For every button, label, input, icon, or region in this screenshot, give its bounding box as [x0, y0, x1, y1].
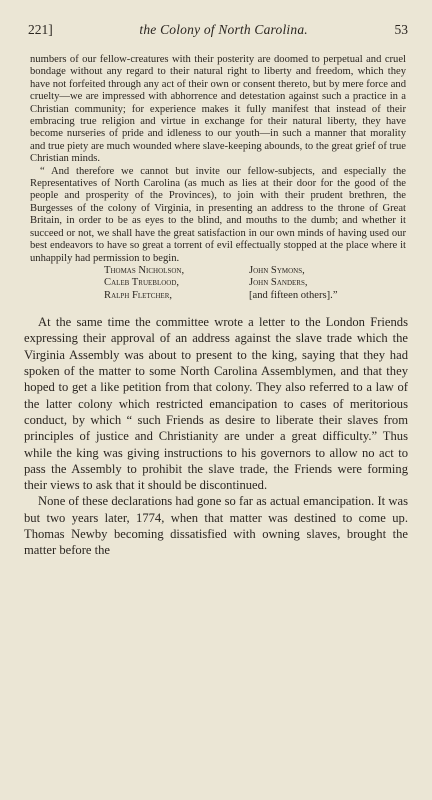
- signature-row: [104, 265, 408, 277]
- page-reference: 221]: [28, 22, 53, 37]
- running-header: [28, 22, 408, 46]
- signatory-note: [and fifteen others].”: [249, 289, 338, 301]
- page-number: 53: [394, 22, 408, 37]
- signatory: Caleb Trueblood,: [104, 277, 180, 289]
- quote-paragraph-1: numbers of our fellow-creatures with their posterity are doomed to perpetual and cruel bondage without any regard to their natural right to liberty and freedom, which they have not forfeited through any act of their own or consent thereto, but by mere force and cruelty—we are impressed with abhorrence and detestation against such a practice in a Christian community; for experience makes it fully manifest that instead of their embracing true religion and virtue in exchange for their natural liberty, they have become nurseries of pride and idleness to our youth—in such a manner that morality and true piety are much wounded where slave-keeping abounds, to the great grief of true Christian minds.: [30, 54, 406, 165]
- book-page: [24, 22, 408, 559]
- signature-row: [104, 290, 408, 302]
- body-paragraph-1: At the same time the committee wrote a letter to the London Friends expressing their approval of an address against the slave trade which the Virginia Assembly was about to present to the king, saying that they had spoken of the matter to some North Carolina Assemblymen, and that they hoped to get a like petition from that colony. They also referred to a law of the latter colony which restricted emancipation to cases of meritorious conduct, by which “ such Friends as desire to liberate their slaves from principles of justice and Christianity are under a great difficulty.” Thus while the king was giving instructions to his governors to allow no act to pass the Assembly to prohibit the slave trade, the Friends were forming their views to ask that it should be discontinued.: [24, 315, 408, 493]
- running-title: the Colony of North Carolina.: [139, 22, 308, 37]
- quote-paragraph-2: “ And therefore we cannot but invite our fellow-subjects, and especially the Representatives of North Carolina (as much as lies at their door for the good of the people and prosperity of the Provinces), to join with their prudent brethren, the Burgesses of the colony of Virginia, in presenting an address to the throne of Great Britain, in order to be as eyes to the blind, and mouths to the dumb; and whether it succeed or not, we shall have the great satisfaction in our own minds of having used our best endeavors to have so great a torrent of evil effectually stopped at the place where it unhappily had permission to begin.: [30, 165, 406, 264]
- body-paragraph-2: None of these declarations had gone so far as actual emancipation. It was but two years later, 1774, when that matter was destined to come up. Thomas Newby becoming dissatisfied with owning slaves, brought the matter before the: [24, 494, 408, 558]
- signatory: John Sanders,: [249, 277, 308, 289]
- signature-block: [104, 265, 408, 302]
- signatory: Ralph Fletcher,: [104, 289, 173, 301]
- body-text: [24, 314, 408, 558]
- signatory: John Symons,: [249, 264, 305, 276]
- quoted-extract: [30, 54, 406, 265]
- signatory: Thomas Nicholson,: [104, 264, 185, 276]
- signature-row: [104, 277, 408, 289]
